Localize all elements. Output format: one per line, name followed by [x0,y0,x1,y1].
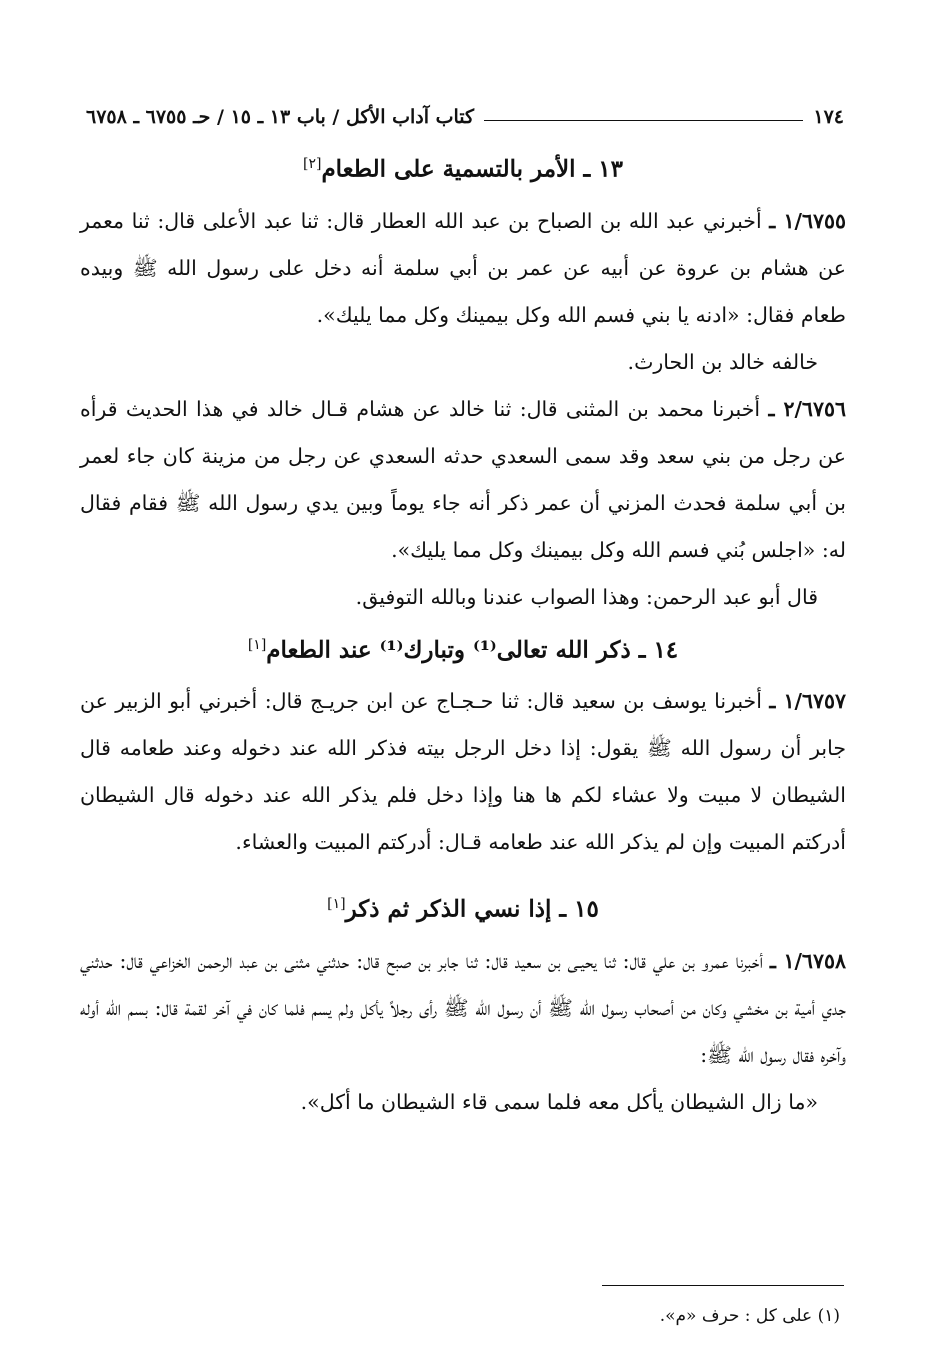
section-heading [80,882,846,932]
quote-paragraph [80,1079,846,1126]
section-heading [80,142,846,192]
hadith-number: ١/٦٧٥٥ ـ [769,208,846,233]
section-heading-text: ١٥ ـ إذا نسي الذكر ثم ذكر [345,895,599,923]
quote-text: «ما زال الشيطان يأكل معه فلما سمى قاء الشيطان ما أكل». [300,1089,818,1114]
section-heading-ref: [١] [327,896,346,913]
section-heading-ref: [١] [247,636,267,653]
page-content [80,140,846,1126]
hadith-paragraph [80,938,846,1079]
hadith-number: ٢/٦٧٥٦ ـ [768,396,846,421]
hadith-text: أخبرني عبد الله بن الصباح بن عبد الله العطار قال: ثنا عبد الأعلى قال: ثنا معمر عن هشام بن عروة عن أبيه عن عمر بن أبي سلمة أنه دخل على رسول الله ﷺ وبيده طعام فقال: «ادنه يا بني فسم الله وكل بيمينك وكل مما يليك». [80,208,846,327]
header-title: كتاب آداب الأكل / باب ١٣ ـ ١٥ / حـ ٦٧٥٥ ـ ٦٧٥٨ [86,106,475,128]
section-heading-text: ١٣ ـ الأمر بالتسمية على الطعام [321,155,624,183]
commentary-text: قال أبو عبد الرحمن: وهذا الصواب عندنا وبالله التوفيق. [355,584,818,609]
hadith-text: أخبرنا يوسف بن سعيد قال: ثنا حـجـاج عن ابن جريـج قال: أخبرني أبو الزبير عن جابر أن رسول الله ﷺ يقول: إذا دخل الرجل بيته فذكر الله عند دخوله وعند طعامه قال الشيطان لا مبيت ولا عشاء لكم ها هنا وإذا دخل فلم يذكر الله عند دخوله قال الشيطان أدركتم المبيت وإن لم يذكر الله عند طعامه قـال: أدركتم المبيت والعشاء. [80,689,846,855]
commentary-paragraph [80,574,846,621]
hadith-number: ١/٦٧٥٨ ـ [769,948,846,973]
hadith-text: أخبرنا عمرو بن علي قال: ثنا يحيـى بن سعيد قال: ثنا جابر بن صبح قال: حدثني مثنى بن عبد الرحمن الخزاعي قال: حدثني جدي أمية بن مخشي وكان من أصحاب رسول الله ﷺ أن رسول الله ﷺ رأى رجلاً يأكل ولم يسم فلما كان في آخر لقمة قال: بسم الله أوله وآخره فقال رسول الله ﷺ: [80,948,846,1067]
spacer [80,866,846,880]
commentary-text: خالفه خالد بن الحارث. [627,349,818,374]
section-heading [80,623,846,673]
header-rule [484,120,803,121]
hadith-text: أخبرنا محمد بن المثنى قال: ثنا خالد عن هشام قـال خالد في هذا الحديث قرأه عن رجل من بني سعد وقد سمى السعدي حدثه السعدي عن رجل من مزينة كان جاء لعمر بن أبي سلمة فحدث المزني أن عمر ذكر أنه جاء يوماً وبين يدي رسول الله ﷺ فقام فقال له: «اجلس بُني فسم الله وكل بيمينك وكل مما يليك». [80,396,846,562]
hadith-paragraph [80,678,846,866]
page-number: ١٧٤ [813,106,844,128]
hadith-paragraph [80,198,846,339]
footnote: (١) على كل : حرف «م». [659,1306,840,1326]
running-header [86,100,844,134]
commentary-paragraph [80,339,846,386]
footnote-rule [602,1285,844,1286]
section-heading-ref: [٢] [302,156,322,172]
hadith-paragraph [80,386,846,574]
hadith-number: ١/٦٧٥٧ ـ [769,689,846,714]
section-heading-text: ١٤ ـ ذكر الله تعالى⁽¹⁾ وتبارك⁽¹⁾ عند الطعام [266,636,679,664]
